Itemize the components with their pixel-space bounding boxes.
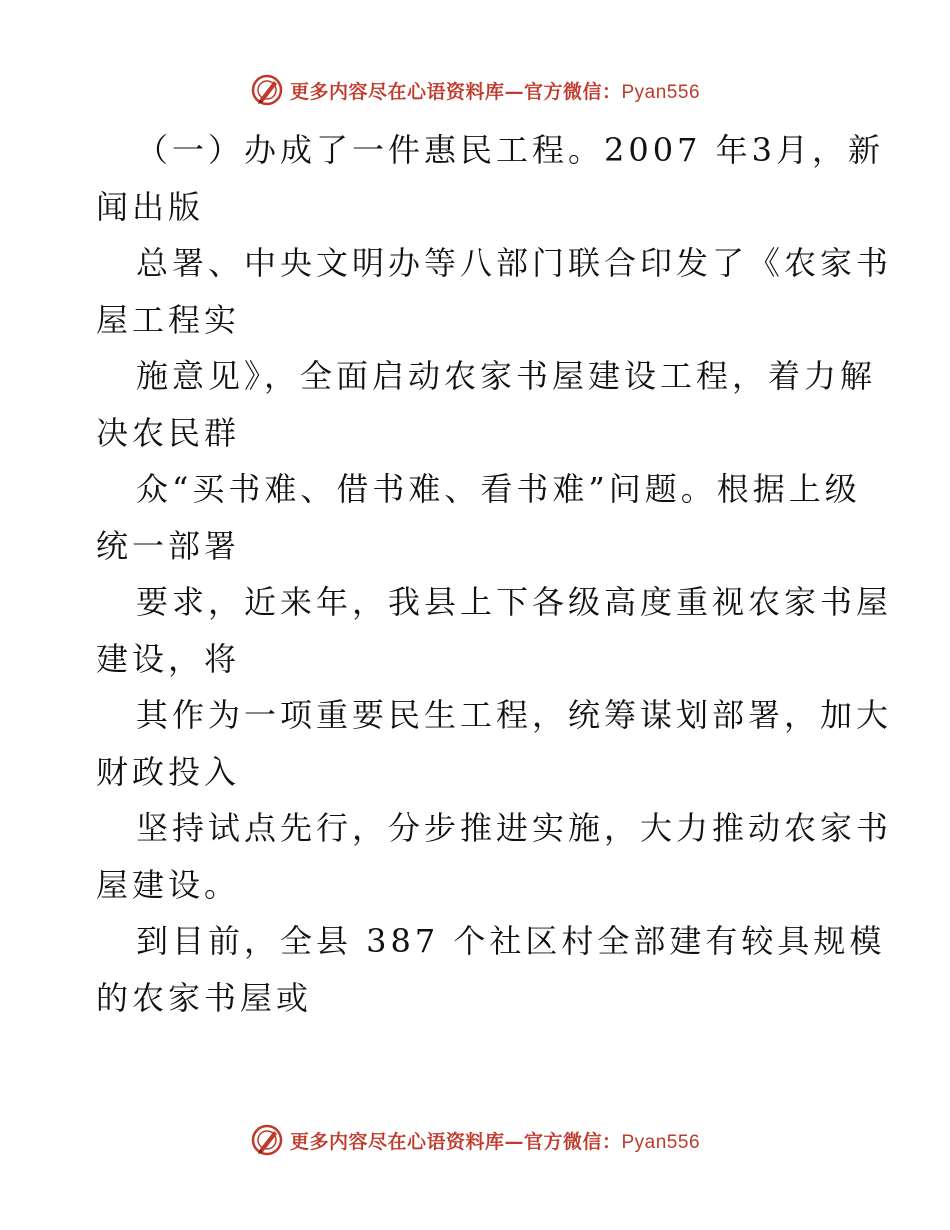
text-line: 施意见》，全面启动农家书屋建设工程，着力解 <box>136 357 877 395</box>
text-line: 屋建设。 <box>96 865 241 904</box>
document-body <box>96 122 893 1026</box>
text-line: 建设，将 <box>96 639 241 678</box>
text-line: 要求，近来年，我县上下各级高度重视农家书屋 <box>136 583 893 621</box>
watermark-header <box>0 70 950 110</box>
text-line: 决农民群 <box>96 413 241 452</box>
text-line: 闻出版 <box>96 187 205 226</box>
text-line: 的农家书屋或 <box>96 978 313 1017</box>
text-line: 坚持试点先行，分步推进实施，大力推动农家书 <box>136 809 893 847</box>
text-line: 统一部署 <box>96 526 241 565</box>
pen-in-circle-logo-icon <box>250 73 284 107</box>
watermark-text: 更多内容尽在心语资料库—官方微信：Pyan556 <box>289 80 701 103</box>
text-line: 到目前，全县 387 个社区村全部建有较具规模 <box>136 922 886 960</box>
text-line: 众“买书难、借书难、看书难”问题。根据上级 <box>136 470 861 508</box>
text-line: 其作为一项重要民生工程，统筹谋划部署，加大 <box>136 696 893 734</box>
text-line: 屋工程实 <box>96 300 241 339</box>
pen-in-circle-logo-icon <box>250 1123 284 1157</box>
watermark-handle: Pyan556 <box>621 81 701 103</box>
watermark-text: 更多内容尽在心语资料库—官方微信：Pyan556 <box>289 1130 701 1153</box>
watermark-footer <box>0 1120 950 1160</box>
watermark-handle: Pyan556 <box>621 1131 701 1153</box>
text-line: 财政投入 <box>96 752 241 791</box>
text-line: 总署、中央文明办等八部门联合印发了《农家书 <box>136 244 893 282</box>
text-line: （一）办成了一件惠民工程。2007 年3月，新 <box>136 131 884 169</box>
